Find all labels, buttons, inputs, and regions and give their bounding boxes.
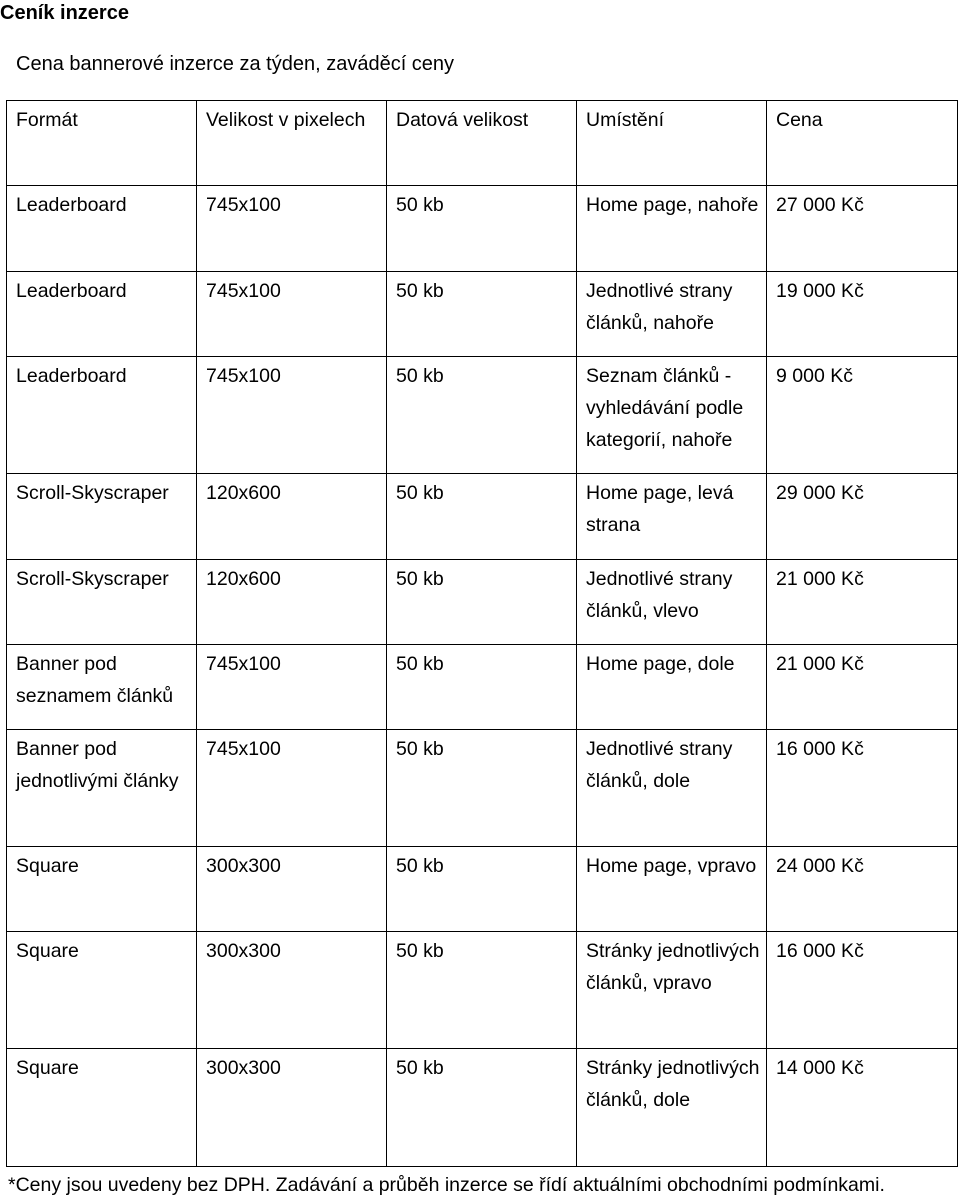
cell-format: Leaderboard xyxy=(7,186,197,272)
cell-price: 27 000 Kč xyxy=(767,186,958,272)
table-row xyxy=(7,474,958,560)
cell-data-size: 50 kb xyxy=(387,474,577,560)
cell-size: 745x100 xyxy=(197,645,387,730)
cell-format: Square xyxy=(7,932,197,1049)
cell-data-size: 50 kb xyxy=(387,186,577,272)
cell-placement: Home page, levá strana xyxy=(577,474,767,560)
cell-size: 745x100 xyxy=(197,730,387,847)
table-row xyxy=(7,1049,958,1167)
cell-size: 300x300 xyxy=(197,1049,387,1167)
cell-size: 300x300 xyxy=(197,847,387,932)
cell-data-size: 50 kb xyxy=(387,560,577,645)
footnote: *Ceny jsou uvedeny bez DPH. Zadávání a průběh inzerce se řídí aktuálními obchodními podmínkami. xyxy=(8,1174,885,1196)
cell-price: 29 000 Kč xyxy=(767,474,958,560)
cell-data-size: 50 kb xyxy=(387,357,577,474)
cell-placement: Home page, nahoře xyxy=(577,186,767,272)
cell-format: Square xyxy=(7,1049,197,1167)
cell-placement: Jednotlivé strany článků, dole xyxy=(577,730,767,847)
cell-format: Square xyxy=(7,847,197,932)
page-title: Ceník inzerce xyxy=(0,2,129,24)
table-row xyxy=(7,272,958,357)
cell-size: 300x300 xyxy=(197,932,387,1049)
cell-placement: Home page, vpravo xyxy=(577,847,767,932)
cell-size: 120x600 xyxy=(197,474,387,560)
cell-data-size: 50 kb xyxy=(387,1049,577,1167)
cell-format: Scroll-Skyscraper xyxy=(7,560,197,645)
cell-data-size: 50 kb xyxy=(387,932,577,1049)
cell-placement: Home page, dole xyxy=(577,645,767,730)
table-row xyxy=(7,847,958,932)
cell-size: 745x100 xyxy=(197,186,387,272)
table-row xyxy=(7,186,958,272)
cell-size: 745x100 xyxy=(197,357,387,474)
cell-placement: Seznam článků - vyhledávání podle kategorií, nahoře xyxy=(577,357,767,474)
table-row xyxy=(7,357,958,474)
header-data-size: Datová velikost xyxy=(387,101,577,186)
cell-price: 16 000 Kč xyxy=(767,932,958,1049)
header-placement: Umístění xyxy=(577,101,767,186)
cell-format: Leaderboard xyxy=(7,272,197,357)
cell-price: 14 000 Kč xyxy=(767,1049,958,1167)
cell-size: 745x100 xyxy=(197,272,387,357)
header-price: Cena xyxy=(767,101,958,186)
cell-data-size: 50 kb xyxy=(387,272,577,357)
cell-data-size: 50 kb xyxy=(387,730,577,847)
table-row xyxy=(7,645,958,730)
header-size: Velikost v pixelech xyxy=(197,101,387,186)
table-row xyxy=(7,560,958,645)
cell-placement: Jednotlivé strany článků, nahoře xyxy=(577,272,767,357)
cell-placement: Stránky jednotlivých článků, dole xyxy=(577,1049,767,1167)
cell-price: 21 000 Kč xyxy=(767,560,958,645)
cell-price: 9 000 Kč xyxy=(767,357,958,474)
cell-format: Banner pod jednotlivými články xyxy=(7,730,197,847)
cell-size: 120x600 xyxy=(197,560,387,645)
cell-data-size: 50 kb xyxy=(387,847,577,932)
cell-format: Leaderboard xyxy=(7,357,197,474)
cell-price: 21 000 Kč xyxy=(767,645,958,730)
table-row xyxy=(7,932,958,1049)
page-subtitle: Cena bannerové inzerce za týden, zaváděcí ceny xyxy=(16,53,455,75)
cell-format: Scroll-Skyscraper xyxy=(7,474,197,560)
pricing-table xyxy=(6,100,958,1167)
cell-format: Banner pod seznamem článků xyxy=(7,645,197,730)
cell-price: 24 000 Kč xyxy=(767,847,958,932)
cell-placement: Stránky jednotlivých článků, vpravo xyxy=(577,932,767,1049)
cell-price: 19 000 Kč xyxy=(767,272,958,357)
table-header-row xyxy=(7,101,958,186)
header-format: Formát xyxy=(7,101,197,186)
cell-price: 16 000 Kč xyxy=(767,730,958,847)
cell-data-size: 50 kb xyxy=(387,645,577,730)
cell-placement: Jednotlivé strany článků, vlevo xyxy=(577,560,767,645)
table-row xyxy=(7,730,958,847)
